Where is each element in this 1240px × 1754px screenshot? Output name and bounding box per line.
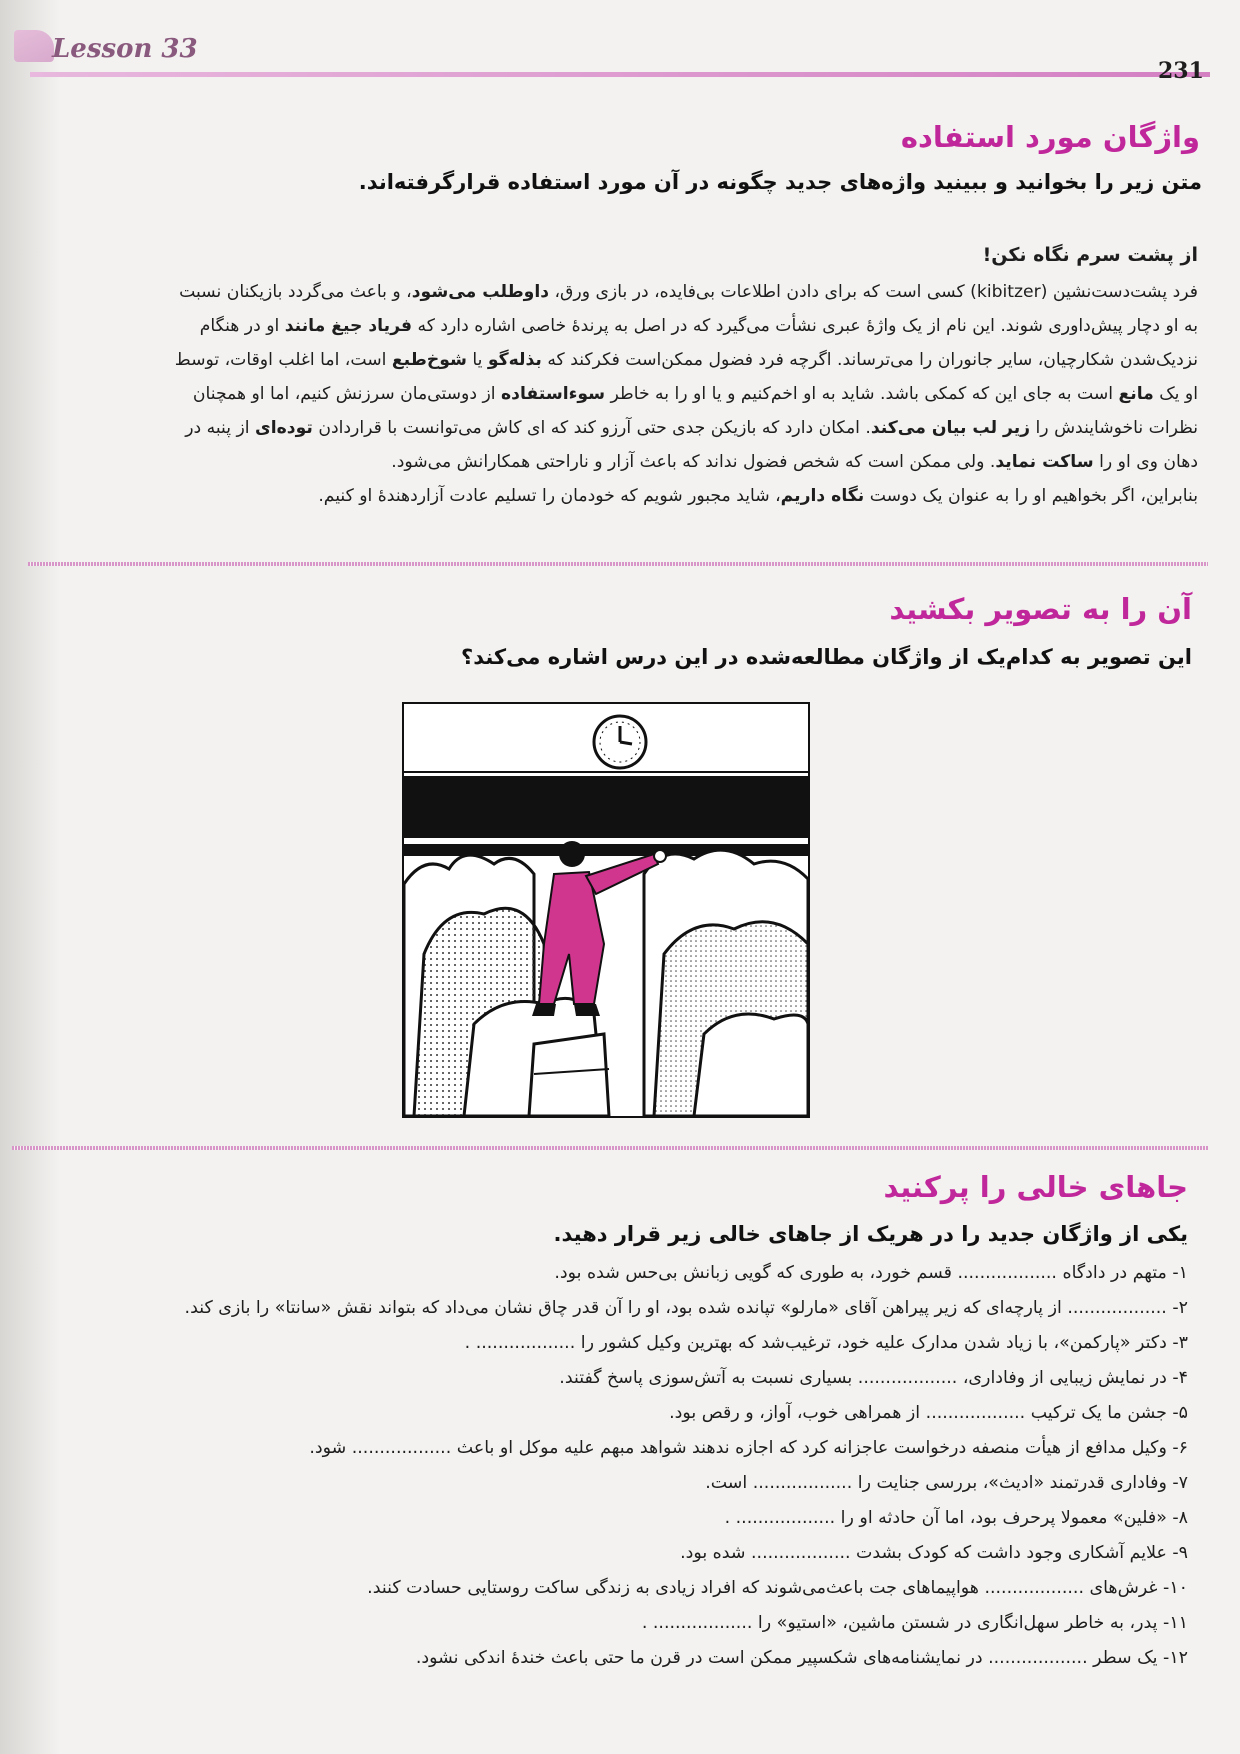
story-text: ، و باعث می‌گردد بازیکنان نسبت: [179, 282, 412, 302]
clock-icon: [594, 716, 646, 768]
exercise-item: ۹- علایم آشکاری وجود داشت که کودک بشدت .................. شده بود.: [680, 1543, 1188, 1563]
section-divider-1: [28, 562, 1208, 566]
story-text: از دوستی‌مان سرزنش کنیم، اما او همچنان: [192, 384, 502, 404]
vocabulary-word: فریاد جیغ مانند: [284, 316, 413, 336]
section-divider-2: [12, 1146, 1208, 1150]
story-text: . امکان دارد که بازیکن جدی حتی آرزو کند که ای کاش می‌توانست با قراردادن: [312, 418, 871, 438]
story-title: از پشت سرم نگاه نکن!: [982, 244, 1198, 266]
vocabulary-word: نگاه داریم: [780, 486, 865, 506]
exercise-item: ۱- متهم در دادگاه .................. قسم خورد، به طوری که گویی زبانش بی‌حس شده بود.: [554, 1263, 1188, 1283]
story-text: به او دچار پیش‌داوری شوند. این نام از یک واژهٔ عبری نشأت می‌گیرد که در اصل به پرندهٔ خاصی اشاره دارد که: [412, 316, 1198, 336]
exercise-item: ۲- .................. از پارچه‌ای که زیر پیراهن آقای «مارلو» تپانده شده بود، او را آن قدر چاق نشان می‌داد که بتواند نقش «سانتا» را بازی کند.: [184, 1298, 1188, 1318]
exercise-item: ۸- «فلین» معمولا پرحرف بود، اما آن حادثه او را .................. .: [724, 1508, 1188, 1528]
lesson-label: Lesson 33: [52, 34, 198, 64]
lesson-logo: [14, 30, 54, 62]
section-instruction-picture: این تصویر به کدام‌یک از واژگان مطالعه‌شده در این درس اشاره می‌کند؟: [461, 645, 1192, 669]
vocabulary-word: داوطلب می‌شود: [411, 282, 550, 302]
exercise-item: ۱۱- پدر، به خاطر سهل‌انگاری در شستن ماشین، «استیو» را .................. .: [641, 1613, 1188, 1633]
page-number: 231: [1158, 58, 1204, 84]
exercise-item: ۷- وفاداری قدرتمند «ادیث»، بررسی جنایت را .................. است.: [705, 1473, 1188, 1493]
story-text: بنابراین، اگر بخواهیم او را به عنوان یک دوست: [864, 486, 1198, 506]
story-text: . ولی ممکن است که شخص فضول نداند که باعث آزار و ناراحتی همکارانش می‌شود.: [391, 452, 996, 472]
vocabulary-word: مانع: [1118, 384, 1154, 404]
vocabulary-word: زیر لب بیان می‌کند: [870, 418, 1031, 438]
illustration-kibitzer-theater: [402, 702, 810, 1118]
section-instruction-vocabulary: متن زیر را بخوانید و ببینید واژه‌های جدید چگونه در آن مورد استفاده قرارگرفته‌اند.: [358, 170, 1202, 194]
vocabulary-word: سوءاستفاده: [501, 384, 606, 404]
section-instruction-fill-blanks: یکی از واژگان جدید را در هریک از جاهای خالی زیر قرار دهید.: [553, 1222, 1188, 1246]
story-text: یا: [466, 350, 488, 370]
story-line: [38, 445, 1198, 479]
story-text: است، اما اغلب اوقات، توسط: [174, 350, 392, 370]
story-line: [38, 343, 1198, 377]
story-paragraph: [38, 275, 1198, 513]
exercise-item: ۴- در نمایش زیبایی از وفاداری، .................. بسیاری نسبت به آتش‌سوزی پاسخ گفتند.: [559, 1368, 1188, 1388]
vocabulary-word: ساکت نماید: [995, 452, 1094, 472]
vocabulary-word: توده‌ای: [255, 418, 313, 438]
exercise-item: ۱۰- غرش‌های .................. هواپیماهای جت باعث‌می‌شوند که افراد زیادی به زندگی ساکت روستایی حسادت کنند.: [367, 1578, 1188, 1598]
story-text: فرد پشت‌دست‌نشین (kibitzer) کسی است که برای دادن اطلاعات بی‌فایده، در بازی ورق،: [549, 282, 1198, 302]
story-text: دهان وی او را: [1093, 452, 1198, 472]
story-line: [38, 479, 1198, 513]
header-rule: [30, 72, 1210, 77]
section-title-vocabulary: واژگان مورد استفاده: [900, 120, 1200, 154]
section-title-picture: آن را به تصویر بکشید: [889, 592, 1192, 626]
story-line: [38, 377, 1198, 411]
exercise-item: ۵- جشن ما یک ترکیب .................. از همراهی خوب، آواز، و رقص بود.: [669, 1403, 1188, 1423]
exercise-item: ۶- وکیل مدافع از هیأت منصفه درخواست عاجزانه کرد که اجازه ندهند شواهد مبهم علیه موکل او باعث .................. شود.: [309, 1438, 1188, 1458]
story-text: نظرات ناخوشایندش را: [1030, 418, 1198, 438]
story-line: [38, 275, 1198, 309]
exercise-list: [28, 1256, 1188, 1676]
story-line: [38, 309, 1198, 343]
story-text: نزدیک‌شدن شکارچیان، سایر جانوران را می‌ترساند. اگرچه فرد فضول ممکن‌است فکرکند که: [541, 350, 1198, 370]
story-line: [38, 411, 1198, 445]
vocabulary-word: بذله‌گو: [487, 350, 542, 370]
story-text: از پنبه در: [185, 418, 256, 438]
story-text: ، شاید مجبور شویم که خودمان را تسلیم عادت آزاردهندهٔ او کنیم.: [318, 486, 781, 506]
story-text: او یک: [1153, 384, 1198, 404]
section-title-fill-blanks: جاهای خالی را پرکنید: [883, 1170, 1188, 1204]
story-text: او در هنگام: [199, 316, 285, 336]
story-text: است به جای این که کمکی باشد. شاید به او اخم‌کنیم و یا او را به خاطر: [605, 384, 1119, 404]
illustration-svg: [404, 704, 808, 1116]
exercise-item: ۳- دکتر «پارکمن»، با زیاد شدن مدارک علیه خود، ترغیب‌شد که بهترین وکیل کشور را .................. .: [464, 1333, 1188, 1353]
exercise-item: ۱۲- یک سطر .................. در نمایشنامه‌های شکسپیر ممکن است در قرن ما حتی باعث خندهٔ اندکی نشود.: [415, 1648, 1188, 1668]
vocabulary-word: شوخ‌طبع: [391, 350, 467, 370]
